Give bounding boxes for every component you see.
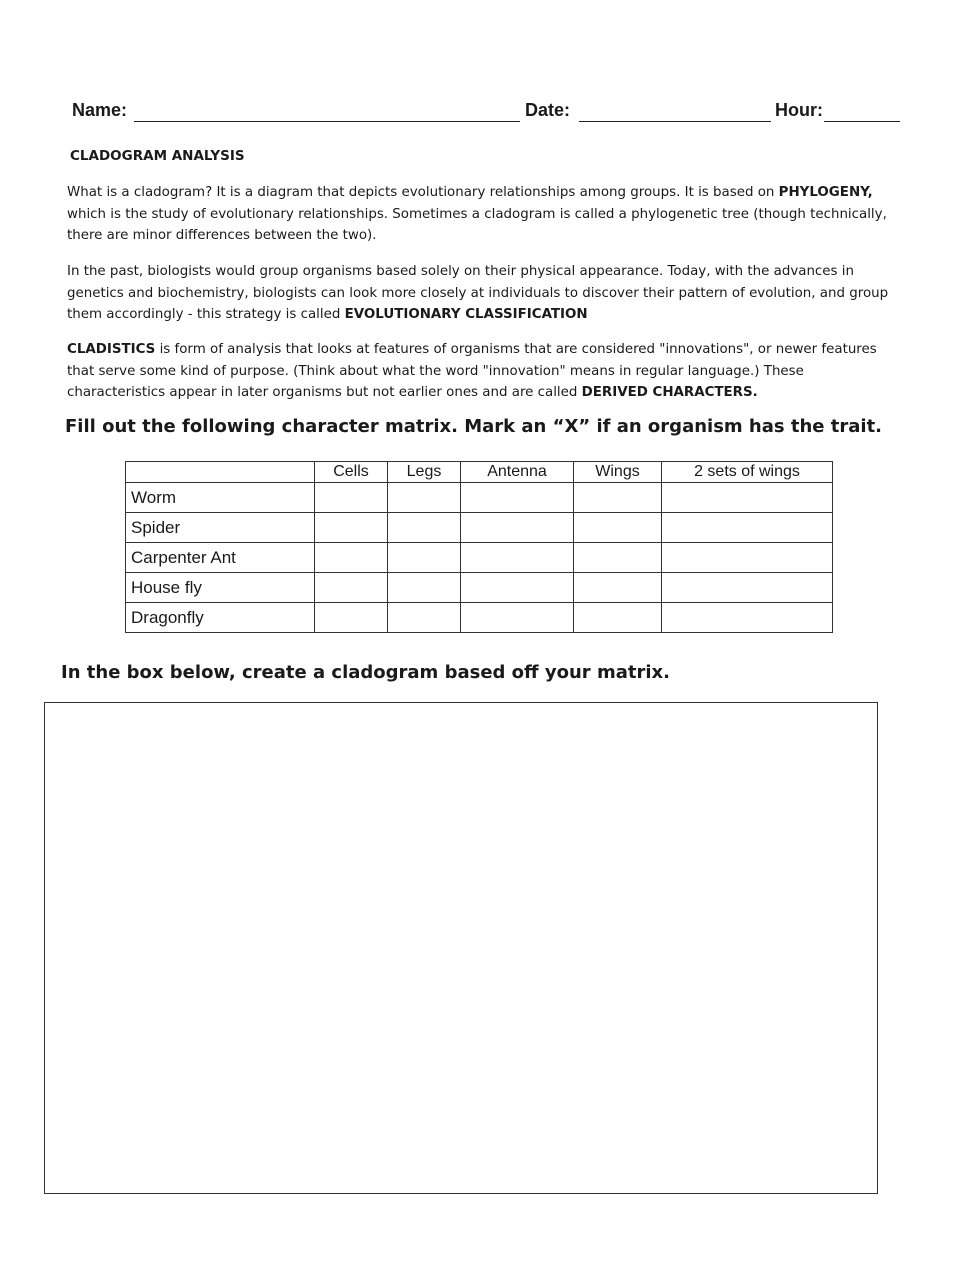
answer-cell[interactable] <box>574 513 662 543</box>
answer-cell[interactable] <box>315 483 388 513</box>
matrix-header-row <box>126 462 833 483</box>
paragraph-cladistics: CLADISTICS is form of analysis that looks at features of organisms that are considered "innovations", or newer features that serve some kind of purpose. (Think about what the word "innovation" means in regular language.) These characteristics appear in later organisms but not earlier ones and are called DERIVED CHARACTERS. <box>67 342 877 400</box>
table-row <box>126 483 833 513</box>
answer-cell[interactable] <box>461 513 574 543</box>
table-row <box>126 603 833 633</box>
table-row <box>126 543 833 573</box>
answer-cell[interactable] <box>461 573 574 603</box>
answer-cell[interactable] <box>461 483 574 513</box>
answer-cell[interactable] <box>574 573 662 603</box>
column-header: Antenna <box>461 462 574 483</box>
matrix-instruction: Fill out the following character matrix. Mark an “X” if an organism has the trait. <box>65 416 883 437</box>
answer-cell[interactable] <box>315 573 388 603</box>
date-line[interactable] <box>579 121 771 122</box>
row-label: House fly <box>126 573 315 603</box>
row-label: Worm <box>126 483 315 513</box>
answer-cell[interactable] <box>388 603 461 633</box>
column-header: Wings <box>574 462 662 483</box>
paragraph-cladogram: What is a cladogram? It is a diagram that depicts evolutionary relationships among groups. It is based on PHYLOGENY, which is the study of evolutionary relationships. Sometimes a cladogram is called a phylogenetic tree (though technically, there are minor differences between the two). <box>67 185 887 243</box>
name-label: Name: <box>72 100 128 120</box>
answer-cell[interactable] <box>662 513 833 543</box>
column-header: Cells <box>315 462 388 483</box>
table-row <box>126 573 833 603</box>
header <box>72 100 902 130</box>
row-label: Dragonfly <box>126 603 315 633</box>
cladogram-drawing-box[interactable] <box>44 702 878 1194</box>
matrix-corner-cell <box>126 462 315 483</box>
answer-cell[interactable] <box>315 603 388 633</box>
table-row <box>126 513 833 543</box>
answer-cell[interactable] <box>388 573 461 603</box>
hour-line[interactable] <box>824 121 900 122</box>
answer-cell[interactable] <box>662 483 833 513</box>
row-label: Spider <box>126 513 315 543</box>
answer-cell[interactable] <box>574 483 662 513</box>
paragraph-evolutionary-classification: In the past, biologists would group organisms based solely on their physical appearance. Today, with the advances in genetics and biochemistry, biologists can look more closely at individuals to discover their pattern of evolution, and group them accordingly - this strategy is called EVOLUTIONARY CLASSIFICATION <box>67 264 889 322</box>
answer-cell[interactable] <box>388 543 461 573</box>
cladogram-instruction: In the box below, create a cladogram based off your matrix. <box>61 662 670 683</box>
column-header: 2 sets of wings <box>662 462 833 483</box>
answer-cell[interactable] <box>315 513 388 543</box>
row-label: Carpenter Ant <box>126 543 315 573</box>
column-header: Legs <box>388 462 461 483</box>
page-title: CLADOGRAM ANALYSIS <box>70 148 245 164</box>
character-matrix <box>125 461 833 633</box>
answer-cell[interactable] <box>662 573 833 603</box>
answer-cell[interactable] <box>461 603 574 633</box>
answer-cell[interactable] <box>461 543 574 573</box>
answer-cell[interactable] <box>574 603 662 633</box>
name-line[interactable] <box>134 121 520 122</box>
answer-cell[interactable] <box>315 543 388 573</box>
date-label: Date: <box>525 100 571 120</box>
answer-cell[interactable] <box>662 543 833 573</box>
answer-cell[interactable] <box>388 483 461 513</box>
answer-cell[interactable] <box>574 543 662 573</box>
hour-label: Hour: <box>775 100 823 120</box>
answer-cell[interactable] <box>388 513 461 543</box>
answer-cell[interactable] <box>662 603 833 633</box>
